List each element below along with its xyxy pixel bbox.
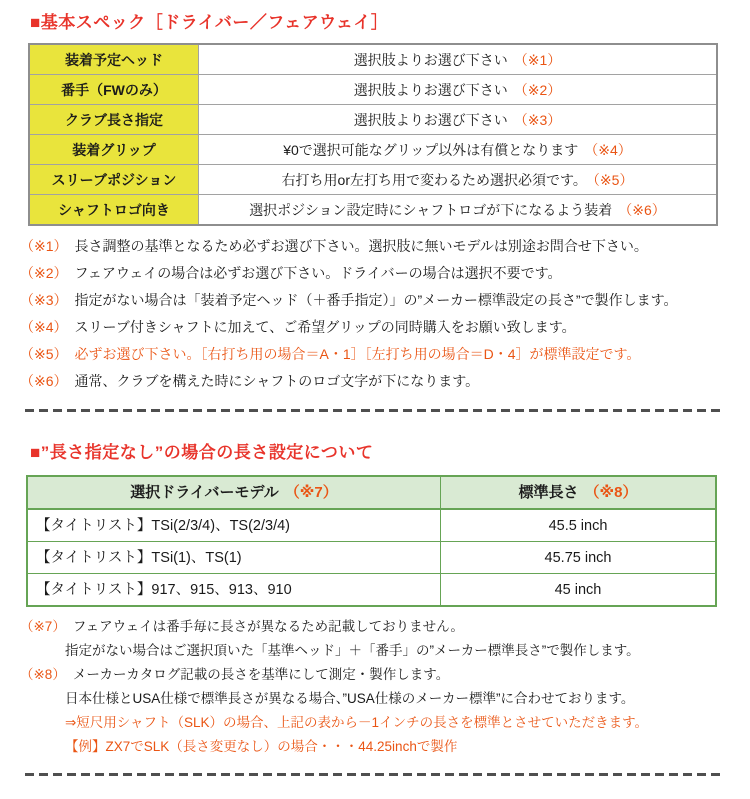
standard-length: 45.75 inch: [441, 542, 717, 574]
spec-value: [199, 75, 718, 105]
note-text: ⇒短尺用シャフト（SLK）の場合、上記の表から－1インチの長さを標準とさせていただきます。: [65, 715, 648, 730]
table-row: [27, 542, 716, 574]
basic-spec-heading: ■基本スペック［ドライバー／フェアウェイ］: [30, 13, 389, 32]
note-8: [20, 666, 750, 684]
note-text: フェアウェイは番手毎に長さが異なるため記載しておりません。: [72, 619, 464, 634]
model-name: 【タイトリスト】TSi(1)、TS(1): [27, 542, 441, 574]
spec-label-head: 装着予定ヘッド: [29, 44, 199, 75]
note-text: 指定がない場合は「装着予定ヘッド（＋番手指定）」の”メーカー標準設定の長さ”で製作します。: [74, 292, 678, 308]
dashed-divider-bottom: [25, 773, 725, 776]
spec-value: [199, 165, 718, 195]
model-header-text: 選択ドライバーモデル: [130, 483, 279, 501]
spec-value: [199, 135, 718, 165]
note-7-continued: [65, 642, 750, 660]
note-ref: （※6）: [618, 201, 666, 218]
note-text: 長さ調整の基準となるため必ずお選び下さい。選択肢に無いモデルは別途お問合せ下さい。: [74, 238, 648, 254]
note-marker: （※7）: [20, 619, 66, 634]
note-text: 【例】ZX7でSLK（長さ変更なし）の場合・・・44.25inchで製作: [65, 739, 458, 754]
dashed-divider-top: [25, 409, 725, 412]
table-row: [29, 105, 717, 135]
model-name: 【タイトリスト】917、915、913、910: [27, 574, 441, 607]
length-setting-notes: [20, 618, 750, 756]
length-header-text: 標準長さ: [518, 483, 579, 501]
spec-label-sleeve: スリーブポジション: [29, 165, 199, 195]
spec-value-text: 選択肢よりお選び下さい: [353, 111, 508, 128]
note-ref: （※4）: [584, 141, 632, 158]
note-text: 指定がない場合はご選択頂いた「基準ヘッド」＋「番手」の”メーカー標準長さ”で製作します。: [65, 643, 640, 658]
note-2: [20, 264, 750, 283]
basic-spec-notes: [20, 237, 750, 391]
note-3: [20, 291, 750, 310]
spec-value-text: 右打ち用or左打ち用で変わるため選択必須です。: [281, 171, 587, 188]
note-ref: （※7）: [284, 483, 338, 501]
note-text: スリーブ付きシャフトに加えて、ご希望グリップの同時購入をお願い致します。: [74, 319, 576, 335]
spec-value-text: ¥0で選択可能なグリップ以外は有償となります: [283, 141, 579, 158]
table-row: [29, 44, 717, 75]
table-row: [29, 165, 717, 195]
note-ref: （※8）: [584, 483, 638, 501]
note-marker: （※8）: [20, 667, 66, 682]
spec-value: [199, 44, 718, 75]
note-marker: （※4）: [20, 319, 68, 335]
spec-page: [0, 12, 750, 799]
spec-label-logo: シャフトロゴ向き: [29, 195, 199, 226]
note-6: [20, 372, 750, 391]
table-row: [27, 574, 716, 607]
standard-length: 45 inch: [441, 574, 717, 607]
length-column-header: [441, 476, 717, 509]
note-marker: （※1）: [20, 238, 68, 254]
standard-length: 45.5 inch: [441, 509, 717, 542]
note-text: メーカーカタログ記載の長さを基準にして測定・製作します。: [72, 667, 450, 682]
note-ref: （※2）: [513, 81, 562, 98]
spec-label-grip: 装着グリップ: [29, 135, 199, 165]
note-ref: （※5）: [592, 171, 634, 188]
table-row: [29, 75, 717, 105]
spec-value-text: 選択ポジション設定時にシャフトロゴが下になるよう装着: [249, 201, 613, 218]
basic-spec-table: [28, 43, 718, 226]
note-1: [20, 237, 750, 256]
table-row: [27, 509, 716, 542]
spec-value-text: 選択肢よりお選び下さい: [353, 51, 508, 68]
note-text: 必ずお選び下さい。［右打ち用の場合＝A・1］［左打ち用の場合＝D・4］が標準設定です。: [74, 346, 641, 362]
note-text: 通常、クラブを構えた時にシャフトのロゴ文字が下になります。: [74, 373, 480, 389]
note-marker: （※3）: [20, 292, 68, 308]
note-marker: （※5）: [20, 346, 68, 362]
note-marker: （※2）: [20, 265, 68, 281]
note-ref: （※1）: [513, 51, 562, 68]
note-marker: （※6）: [20, 373, 68, 389]
table-row: [29, 135, 717, 165]
note-8-example: [65, 738, 750, 756]
note-8-continued: [65, 690, 750, 708]
model-name: 【タイトリスト】TSi(2/3/4)、TS(2/3/4): [27, 509, 441, 542]
note-8-slk-warning: [65, 714, 750, 732]
table-row: [29, 195, 717, 226]
spec-label-number: 番手（FWのみ）: [29, 75, 199, 105]
model-column-header: [27, 476, 441, 509]
note-7: [20, 618, 750, 636]
spec-value: [199, 105, 718, 135]
length-setting-heading: ■”長さ指定なし”の場合の長さ設定について: [30, 443, 374, 462]
note-4: [20, 318, 750, 337]
note-text: 日本仕様とUSA仕様で標準長さが異なる場合、”USA仕様のメーカー標準”に合わせております。: [65, 691, 635, 706]
note-5: [20, 345, 750, 364]
note-text: フェアウェイの場合は必ずお選び下さい。ドライバーの場合は選択不要です。: [74, 265, 562, 281]
table-header-row: [27, 476, 716, 509]
driver-length-table: [26, 475, 717, 607]
spec-value-text: 選択肢よりお選び下さい: [353, 81, 508, 98]
spec-label-length: クラブ長さ指定: [29, 105, 199, 135]
note-ref: （※3）: [513, 111, 562, 128]
spec-value: [199, 195, 718, 226]
